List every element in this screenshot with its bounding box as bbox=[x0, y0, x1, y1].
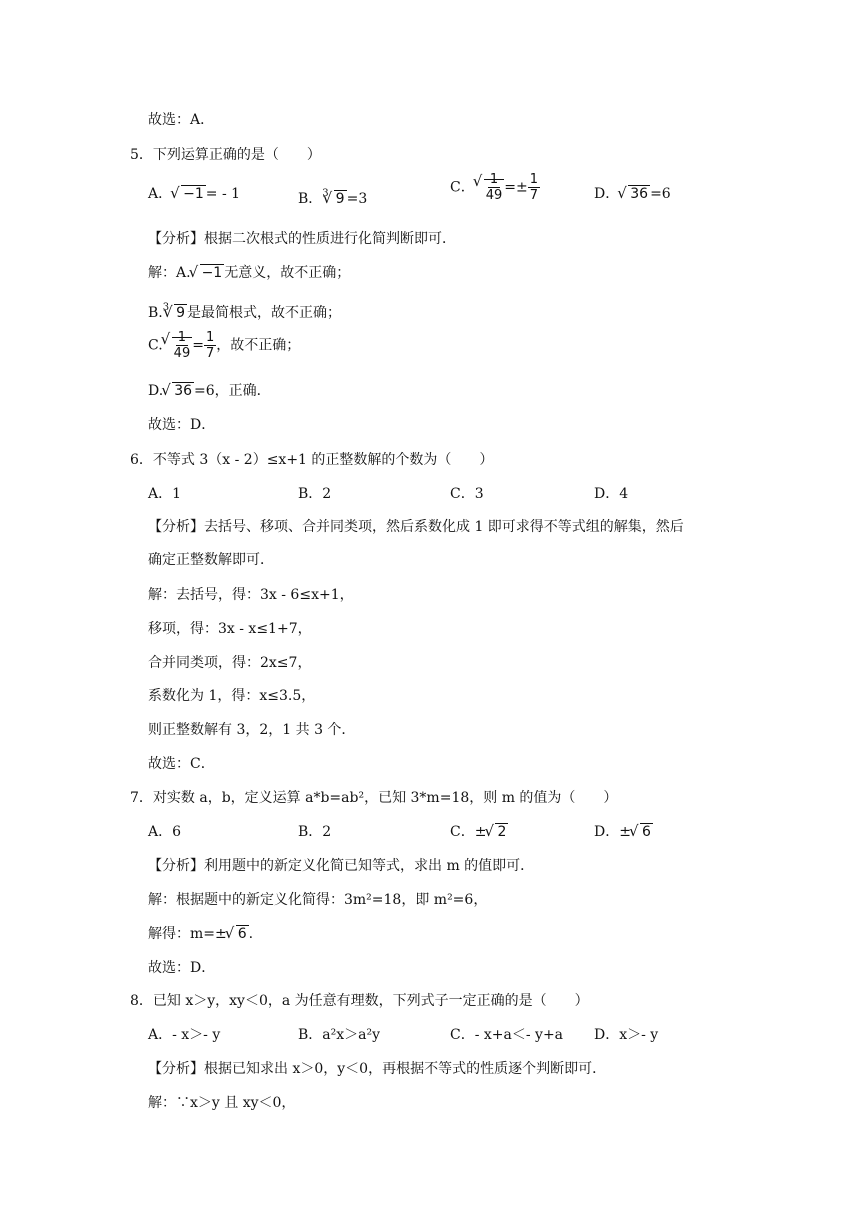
q5-option-b: B．$^3$√ 9 =3 bbox=[298, 184, 367, 209]
q5-option-d: D．√ 36 =6 bbox=[594, 184, 671, 204]
q7-analysis: 【分析】利用题中的新定义化简已知等式，求出 m 的值即可． bbox=[148, 858, 535, 874]
q6-option-a: A．1 bbox=[148, 486, 182, 502]
q8-solution-1: 解：∵x＞y 且 xy＜0， bbox=[148, 1095, 296, 1111]
radical: √ 9 bbox=[325, 189, 347, 209]
q6-option-c: C．3 bbox=[450, 486, 484, 502]
q5-solution-2: B.$^3$√ 9 是最简根式，故不正确； bbox=[148, 298, 341, 323]
q5-solution-4: D.√ 36 =6，正确． bbox=[148, 381, 271, 401]
q7-option-a: A．6 bbox=[148, 824, 182, 840]
q5-option-c: C． √ $\frac{1}{49}$ =± $\frac{1}{7}$ bbox=[450, 172, 540, 203]
q8-option-a: A．- x＞- y bbox=[148, 1027, 221, 1043]
question-8: 8．已知 x＞y，xy＜0，a 为任意有理数，下列式子一定正确的是（ ） bbox=[130, 993, 589, 1009]
q6-conclusion: 故选：C． bbox=[148, 756, 215, 772]
q6-solution-4: 系数化为 1，得：x≤3.5， bbox=[148, 688, 316, 704]
q6-solution-2: 移项，得：3x - x≤1+7， bbox=[148, 621, 312, 637]
q6-option-b: B．2 bbox=[298, 486, 332, 502]
q5-solution-1: 解：A.√ −1 无意义，故不正确； bbox=[148, 263, 350, 283]
question-6: 6．不等式 3（x - 2）≤x+1 的正整数解的个数为（ ） bbox=[130, 452, 494, 468]
q5-conclusion: 故选：D． bbox=[148, 417, 216, 433]
q7-option-d: D．±√ 6 bbox=[594, 822, 653, 842]
q6-option-d: D．4 bbox=[594, 486, 629, 502]
radical: √ 36 bbox=[619, 184, 650, 204]
q7-option-b: B．2 bbox=[298, 824, 332, 840]
q8-analysis: 【分析】根据已知求出 x＞0，y＜0，再根据不等式的性质逐个判断即可． bbox=[148, 1061, 607, 1077]
radical: √ −1 bbox=[172, 184, 206, 204]
q6-solution-3: 合并同类项，得：2x≤7， bbox=[148, 655, 312, 671]
q7-solution-2: 解得：m=±√ 6 . bbox=[148, 924, 253, 944]
question-7: 7．对实数 a，b，定义运算 a*b=ab²，已知 3*m=18，则 m 的值为（ ） bbox=[130, 790, 618, 806]
q8-option-c: C．- x+a＜- y+a bbox=[450, 1027, 564, 1043]
q5-option-a: A．√ −1 = - 1 bbox=[148, 184, 240, 204]
q6-solution-5: 则正整数解有 3，2，1 共 3 个． bbox=[148, 722, 356, 738]
q8-option-b: B．a²x＞a²y bbox=[298, 1027, 381, 1043]
q7-conclusion: 故选：D． bbox=[148, 960, 216, 976]
q7-option-c: C．±√ 2 bbox=[450, 822, 508, 842]
q5-solution-3: C. √ $\frac{1}{49}$ = $\frac{1}{7}$ ，故不正确； bbox=[148, 330, 300, 361]
q6-analysis-line-2: 确定正整数解即可． bbox=[148, 552, 274, 568]
question-5: 5．下列运算正确的是（ ） bbox=[130, 147, 321, 163]
q5-analysis: 【分析】根据二次根式的性质进行化简判断即可． bbox=[148, 231, 456, 247]
conclusion-q4: 故选：A． bbox=[148, 112, 215, 128]
q6-analysis-line-1: 【分析】去括号、移项、合并同类项，然后系数化成 1 即可求得不等式组的解集，然后 bbox=[148, 519, 684, 535]
q7-solution-1: 解：根据题中的新定义化简得：3m²=18，即 m²=6， bbox=[148, 892, 488, 908]
q6-solution-1: 解：去括号，得：3x - 6≤x+1， bbox=[148, 587, 354, 603]
q5-option-a-label: A． bbox=[148, 186, 173, 202]
radical: √ $\frac{1}{49}$ bbox=[475, 172, 505, 203]
q8-option-d: D．x＞- y bbox=[594, 1027, 659, 1043]
